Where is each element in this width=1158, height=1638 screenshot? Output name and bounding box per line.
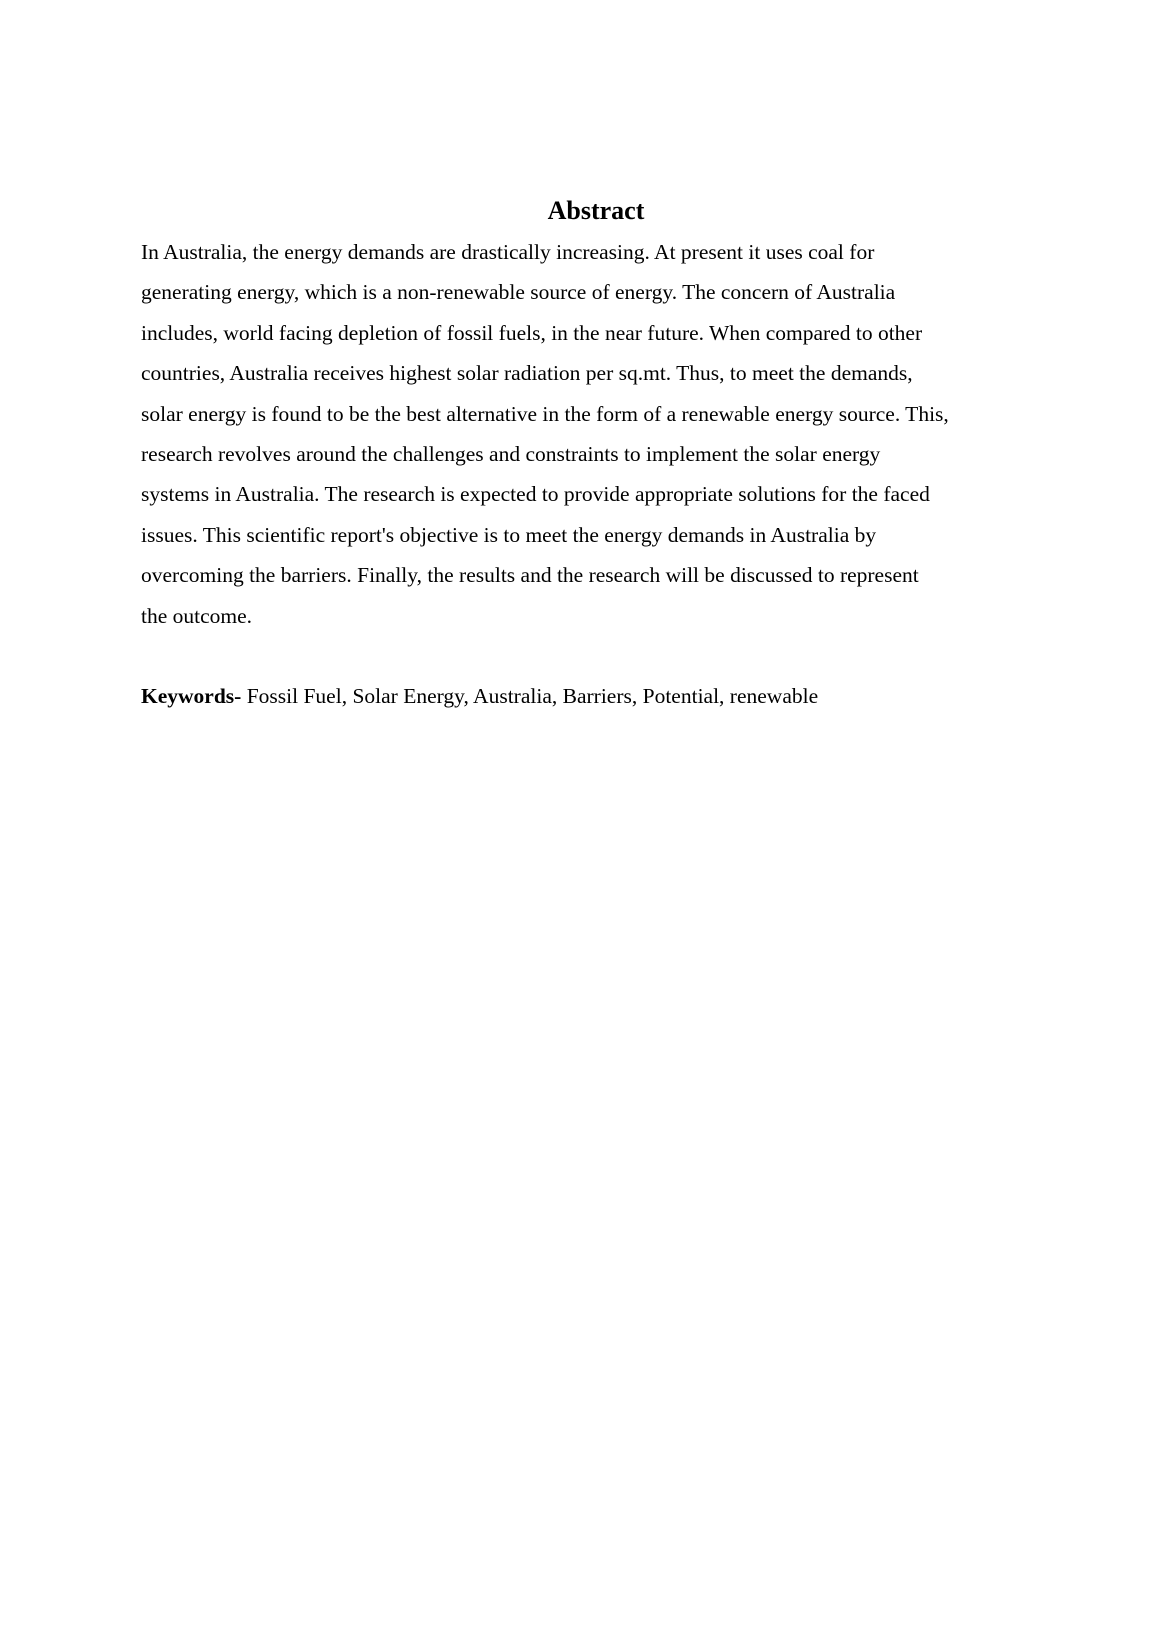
keywords-label: Keywords- [141,684,242,709]
abstract-paragraph: In Australia, the energy demands are drastically increasing. At present it uses coal for generating energy, which is a non-renewable source of energy. The concern of Australia includes, world facing depletion of fossil fuels, in the near future. When compared to other countries, Australia receives highest solar radiation per sq.mt. Thus, to meet the demands, solar energy is found to be the best alternative in the form of a renewable energy source. This, research revolves around the challenges and constraints to implement the solar energy systems in Australia. The research is expected to provide appropriate solutions for the faced issues. This scientific report's objective is to meet the energy demands in Australia by overcoming the barriers. Finally, the results and the research will be discussed to represent the outcome. [141,240,949,628]
keywords-line [141,676,1031,716]
abstract-section [141,190,1031,716]
keywords-list: Fossil Fuel, Solar Energy, Australia, Barriers, Potential, renewable [241,684,819,709]
abstract-title: Abstract [547,196,645,225]
